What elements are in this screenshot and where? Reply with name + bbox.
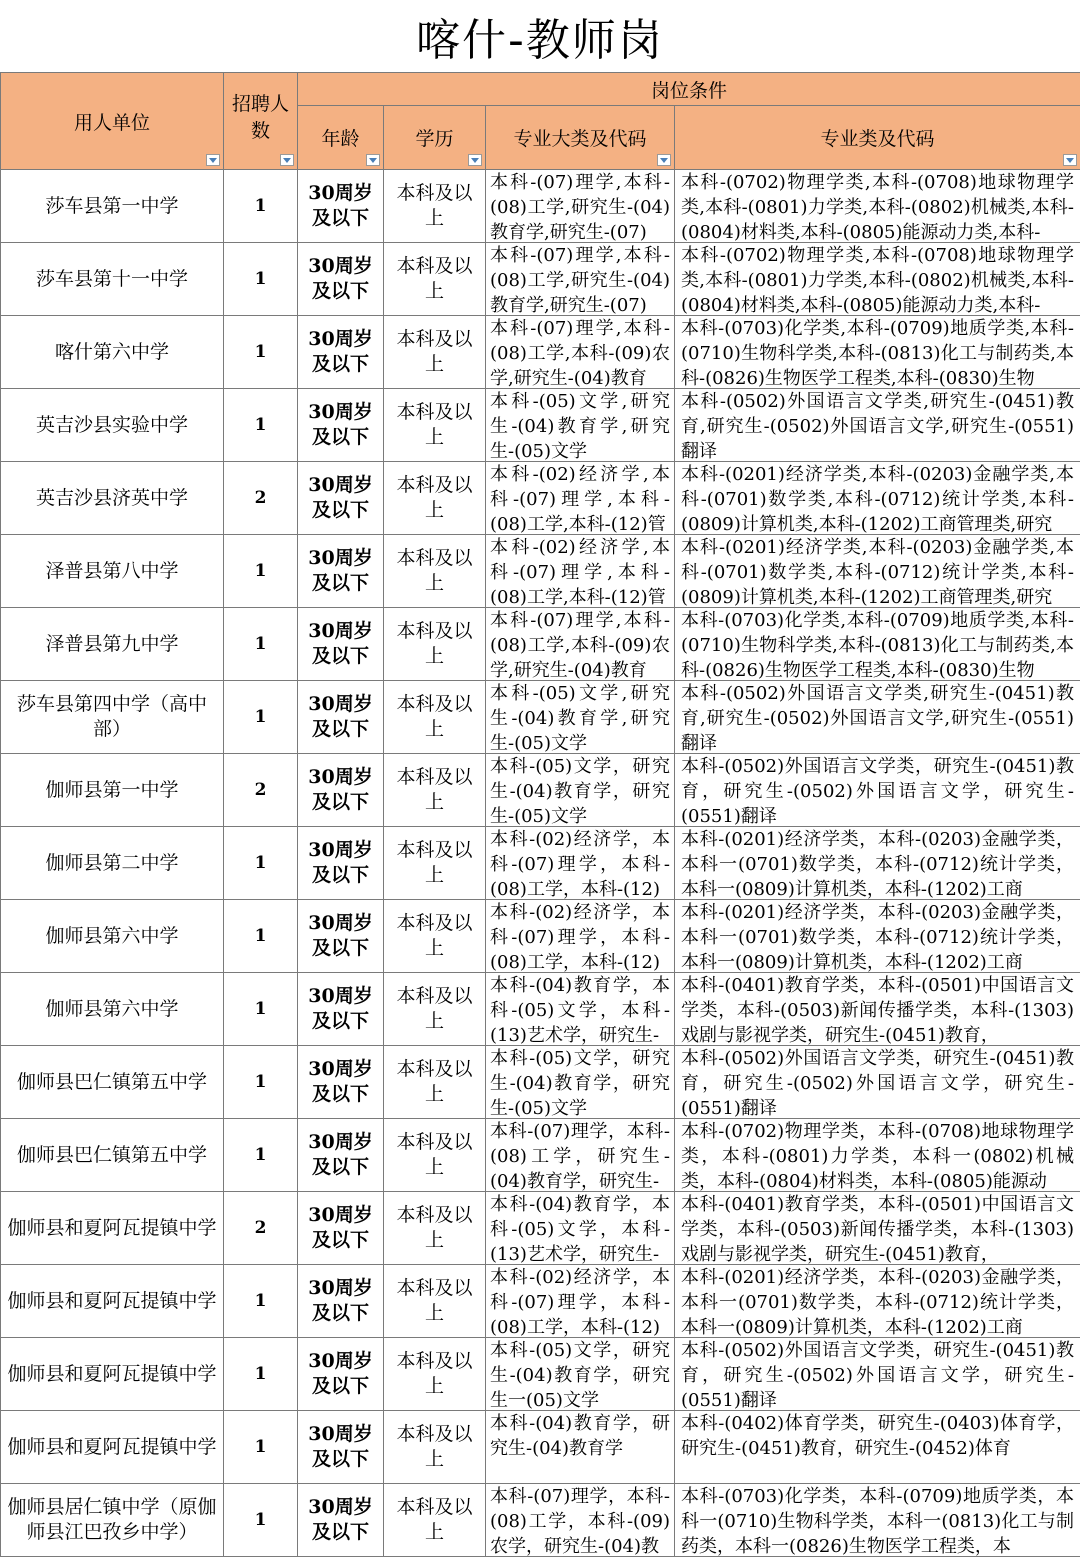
age-cell[interactable] [298, 973, 384, 1046]
age-cell[interactable] [298, 1119, 384, 1192]
age-cell-text: 30周岁及以下 [308, 1204, 373, 1251]
headcount-cell-text: 1 [254, 414, 267, 435]
age-cell[interactable] [298, 389, 384, 462]
headcount-cell[interactable] [224, 681, 298, 754]
age-cell[interactable] [298, 462, 384, 535]
education-cell[interactable] [384, 681, 486, 754]
education-cell-text: 本科及以上 [396, 1277, 473, 1324]
table-row [1, 1411, 1080, 1484]
table-row [1, 1484, 1080, 1557]
employer-cell-text: 伽师县和夏阿瓦提镇中学 [7, 1435, 217, 1458]
education-cell-text: 本科及以上 [396, 328, 473, 375]
employer-cell[interactable] [1, 1119, 224, 1192]
major-class-cell[interactable] [675, 316, 1080, 389]
education-cell[interactable] [384, 973, 486, 1046]
education-cell[interactable] [384, 316, 486, 389]
employer-cell[interactable] [1, 170, 224, 243]
employer-cell-text: 伽师县巴仁镇第五中学 [16, 1143, 207, 1166]
major-class-cell[interactable] [675, 608, 1080, 681]
employer-cell-text: 伽师县第一中学 [45, 778, 179, 801]
age-cell-text: 30周岁及以下 [308, 547, 373, 594]
employer-cell-text: 伽师县居仁镇中学（原伽师县江巴孜乡中学） [7, 1496, 217, 1543]
major-class-cell-text: 本科-(0502)外国语言文学类，研究生-(0451)教育，研究生-(0502)外国语言文学，研究生-(0551)翻译 [681, 1048, 1075, 1118]
headcount-cell-text: 1 [254, 268, 267, 289]
headcount-cell[interactable] [224, 243, 298, 316]
education-cell-text: 本科及以上 [396, 912, 473, 959]
major-class-cell-text: 本科-(0402)体育学类，研究生-(0403)体育学，研究生-(0451)教育，研究生-(0452)体育 [681, 1413, 1075, 1459]
table-row [1, 170, 1080, 243]
age-cell-text: 30周岁及以下 [308, 401, 373, 448]
table-row [1, 754, 1080, 827]
table-row [1, 243, 1080, 316]
employer-cell[interactable] [1, 827, 224, 900]
age-cell-text: 30周岁及以下 [308, 474, 373, 521]
age-cell-text: 30周岁及以下 [308, 182, 373, 229]
education-cell[interactable] [384, 1411, 486, 1484]
headcount-cell-text: 1 [254, 1290, 267, 1311]
employer-cell-text: 英吉沙县济英中学 [35, 486, 188, 509]
age-cell-text: 30周岁及以下 [308, 985, 373, 1032]
recruitment-table [0, 72, 1080, 1557]
major-category-cell-text: 本科-(02)经济学，本科-(07)理学，本科-(08)工学，本科-(12) [490, 902, 670, 972]
education-cell-text: 本科及以上 [396, 766, 473, 813]
major-category-cell[interactable] [486, 1046, 675, 1119]
headcount-cell[interactable] [224, 827, 298, 900]
education-cell[interactable] [384, 1192, 486, 1265]
headcount-cell-text: 2 [254, 487, 267, 508]
filter-dropdown-icon[interactable] [1063, 154, 1077, 166]
age-cell[interactable] [298, 754, 384, 827]
table-row [1, 827, 1080, 900]
filter-dropdown-icon[interactable] [206, 154, 220, 166]
major-category-cell-text: 本科-(05)文学,研究生-(04)教育学,研究生-(05)文学 [490, 391, 670, 461]
table-row [1, 1046, 1080, 1119]
headcount-cell[interactable] [224, 608, 298, 681]
education-cell-text: 本科及以上 [396, 401, 473, 448]
education-cell-text: 本科及以上 [396, 839, 473, 886]
employer-cell-text: 泽普县第八中学 [45, 559, 179, 582]
education-cell[interactable] [384, 827, 486, 900]
employer-cell-text: 泽普县第九中学 [45, 632, 179, 655]
headcount-cell-text: 1 [254, 560, 267, 581]
education-cell[interactable] [384, 1046, 486, 1119]
header-major-category[interactable] [486, 106, 675, 170]
major-class-cell-text: 本科-(0401)教育学类，本科-(0501)中国语言文学类，本科-(0503)新闻传播学类，本科-(1303)戏剧与影视学类，研究生-(0451)教育， [681, 1194, 1075, 1264]
headcount-cell-text: 2 [254, 779, 267, 800]
headcount-cell[interactable] [224, 535, 298, 608]
employer-cell-text: 伽师县第六中学 [45, 997, 179, 1020]
major-class-cell-text: 本科-(0502)外国语言文学类，研究生-(0451)教育，研究生-(0502)外国语言文学，研究生-(0551)翻译 [681, 1340, 1075, 1410]
age-cell-text: 30周岁及以下 [308, 1496, 373, 1543]
major-category-cell[interactable] [486, 900, 675, 973]
headcount-cell[interactable] [224, 1192, 298, 1265]
table-body [1, 170, 1080, 1557]
headcount-cell-text: 1 [254, 998, 267, 1019]
header-unit-label: 用人单位 [73, 111, 150, 134]
employer-cell[interactable] [1, 316, 224, 389]
education-cell[interactable] [384, 754, 486, 827]
headcount-cell[interactable] [224, 1338, 298, 1411]
major-class-cell[interactable] [675, 973, 1080, 1046]
table-row [1, 316, 1080, 389]
headcount-cell[interactable] [224, 1265, 298, 1338]
employer-cell[interactable] [1, 754, 224, 827]
table-row [1, 973, 1080, 1046]
major-category-cell[interactable] [486, 1119, 675, 1192]
employer-cell-text: 喀什第六中学 [54, 340, 169, 363]
major-category-cell[interactable] [486, 316, 675, 389]
age-cell[interactable] [298, 1484, 384, 1557]
major-category-cell[interactable] [486, 535, 675, 608]
major-category-cell-text: 本科-(02)经济学，本科-(07)理学，本科-(08)工学，本科-(12) [490, 829, 670, 899]
employer-cell[interactable] [1, 1046, 224, 1119]
header-education[interactable] [384, 106, 486, 170]
major-class-cell-text: 本科-(0401)教育学类，本科-(0501)中国语言文学类，本科-(0503)新闻传播学类，本科-(1303)戏剧与影视学类，研究生-(0451)教育， [681, 975, 1075, 1045]
major-category-cell[interactable] [486, 754, 675, 827]
headcount-cell[interactable] [224, 754, 298, 827]
employer-cell[interactable] [1, 900, 224, 973]
major-category-cell-text: 本科-(05)文学，研究生-(04)教育学，研究生一(05)文学 [490, 1340, 670, 1410]
major-category-cell-text: 本科-(07)理学,本科-(08)工学,研究生-(04)教育学,研究生-(07) [490, 172, 670, 242]
headcount-cell[interactable] [224, 973, 298, 1046]
filter-dropdown-icon[interactable] [280, 154, 294, 166]
filter-dropdown-icon[interactable] [468, 154, 482, 166]
major-class-cell[interactable] [675, 681, 1080, 754]
age-cell[interactable] [298, 608, 384, 681]
major-category-cell-text: 本科-(07)理学，本科-(08)工学，本科-(09)农学，研究生-(04)教 [490, 1486, 670, 1556]
major-category-cell[interactable] [486, 1338, 675, 1411]
education-cell[interactable] [384, 462, 486, 535]
education-cell-text: 本科及以上 [396, 620, 473, 667]
employer-cell[interactable] [1, 1192, 224, 1265]
employer-cell[interactable] [1, 462, 224, 535]
table-row [1, 535, 1080, 608]
header-count[interactable] [224, 73, 298, 170]
major-class-cell[interactable] [675, 535, 1080, 608]
education-cell[interactable] [384, 1119, 486, 1192]
headcount-cell-text: 1 [254, 1363, 267, 1384]
employer-cell-text: 莎车县第四中学（高中部） [16, 693, 207, 740]
headcount-cell-text: 1 [254, 706, 267, 727]
age-cell-text: 30周岁及以下 [308, 1277, 373, 1324]
major-class-cell-text: 本科-(0703)化学类,本科-(0709)地质学类,本科-(0710)生物科学类,本科-(0813)化工与制药类,本科-(0826)生物医学工程类,本科-(0830)生物 [681, 318, 1075, 388]
major-class-cell[interactable] [675, 754, 1080, 827]
major-class-cell-text: 本科-(0502)外国语言文学类，研究生-(0451)教育，研究生-(0502)外国语言文学，研究生-(0551)翻译 [681, 756, 1075, 826]
headcount-cell-text: 2 [254, 1217, 267, 1238]
headcount-cell[interactable] [224, 1046, 298, 1119]
major-category-cell[interactable] [486, 243, 675, 316]
age-cell-text: 30周岁及以下 [308, 1058, 373, 1105]
major-class-cell[interactable] [675, 170, 1080, 243]
major-category-cell[interactable] [486, 389, 675, 462]
major-category-cell-text: 本科-(02)经济学，本科-(07)理学，本科-(08)工学，本科-(12) [490, 1267, 670, 1337]
header-conditions: 岗位条件 [298, 73, 1080, 106]
employer-cell-text: 伽师县和夏阿瓦提镇中学 [7, 1362, 217, 1385]
headcount-cell[interactable] [224, 1411, 298, 1484]
age-cell[interactable] [298, 1192, 384, 1265]
table-row [1, 462, 1080, 535]
education-cell[interactable] [384, 1265, 486, 1338]
table-row [1, 900, 1080, 973]
headcount-cell-text: 1 [254, 1509, 267, 1530]
table-row [1, 681, 1080, 754]
headcount-cell-text: 1 [254, 925, 267, 946]
education-cell[interactable] [384, 170, 486, 243]
employer-cell[interactable] [1, 1484, 224, 1557]
header-major-class-label: 专业类及代码 [820, 128, 935, 150]
filter-dropdown-icon[interactable] [657, 154, 671, 166]
major-category-cell-text: 本科-(04)教育学，本科-(05)文学，本科-(13)艺术学，研究生- [490, 1194, 670, 1264]
education-cell-text: 本科及以上 [396, 1131, 473, 1178]
major-class-cell-text: 本科-(0201)经济学类，本科-(0203)金融学类，本科一(0701)数学类，本科-(0712)统计学类，本科一(0809)计算机类，本科-(1202)工商 [681, 829, 1075, 899]
headcount-cell[interactable] [224, 1119, 298, 1192]
major-category-cell[interactable] [486, 1265, 675, 1338]
employer-cell[interactable] [1, 1338, 224, 1411]
headcount-cell-text: 1 [254, 195, 267, 216]
major-category-cell-text: 本科-(07)理学,本科-(08)工学,本科-(09)农学,研究生-(04)教育 [490, 610, 670, 680]
education-cell-text: 本科及以上 [396, 1204, 473, 1251]
major-class-cell-text: 本科-(0502)外国语言文学类,研究生-(0451)教育,研究生-(0502)外国语言文学,研究生-(0551)翻译 [681, 391, 1075, 461]
header-count-label: 招聘人数 [231, 93, 289, 142]
major-category-cell-text: 本科-(07)理学，本科-(08)工学，研究生-(04)教育学，研究生- [490, 1121, 670, 1191]
filter-dropdown-icon[interactable] [366, 154, 380, 166]
headcount-cell[interactable] [224, 389, 298, 462]
headcount-cell[interactable] [224, 900, 298, 973]
headcount-cell[interactable] [224, 1484, 298, 1557]
major-class-cell-text: 本科-(0702)物理学类,本科-(0708)地球物理学类,本科-(0801)力学类,本科-(0802)机械类,本科-(0804)材料类,本科-(0805)能源动力类,本科- [681, 245, 1075, 315]
headcount-cell-text: 1 [254, 852, 267, 873]
education-cell-text: 本科及以上 [396, 1423, 473, 1470]
table-row [1, 1338, 1080, 1411]
major-category-cell-text: 本科-(04)教育学，研究生-(04)教育学 [490, 1413, 670, 1459]
age-cell[interactable] [298, 243, 384, 316]
major-class-cell[interactable] [675, 243, 1080, 316]
age-cell-text: 30周岁及以下 [308, 255, 373, 302]
major-category-cell[interactable] [486, 1484, 675, 1557]
employer-cell-text: 伽师县巴仁镇第五中学 [16, 1070, 207, 1093]
age-cell-text: 30周岁及以下 [308, 766, 373, 813]
major-category-cell-text: 本科-(04)教育学，本科-(05)文学，本科-(13)艺术学，研究生- [490, 975, 670, 1045]
headcount-cell-text: 1 [254, 633, 267, 654]
major-class-cell-text: 本科-(0201)经济学类，本科-(0203)金融学类，本科一(0701)数学类，本科-(0712)统计学类，本科一(0809)计算机类，本科-(1202)工商 [681, 1267, 1075, 1337]
age-cell[interactable] [298, 1411, 384, 1484]
employer-cell[interactable] [1, 1265, 224, 1338]
major-class-cell[interactable] [675, 389, 1080, 462]
major-class-cell-text: 本科-(0502)外国语言文学类,研究生-(0451)教育,研究生-(0502)外国语言文学,研究生-(0551)翻译 [681, 683, 1075, 753]
employer-cell-text: 英吉沙县实验中学 [35, 413, 188, 436]
education-cell-text: 本科及以上 [396, 547, 473, 594]
education-cell-text: 本科及以上 [396, 1496, 473, 1543]
employer-cell-text: 伽师县和夏阿瓦提镇中学 [7, 1289, 217, 1312]
education-cell[interactable] [384, 900, 486, 973]
headcount-cell-text: 1 [254, 1144, 267, 1165]
major-category-cell[interactable] [486, 681, 675, 754]
headcount-cell[interactable] [224, 462, 298, 535]
age-cell[interactable] [298, 900, 384, 973]
age-cell[interactable] [298, 1338, 384, 1411]
major-class-cell-text: 本科-(0201)经济学类，本科-(0203)金融学类，本科一(0701)数学类，本科-(0712)统计学类，本科一(0809)计算机类，本科-(1202)工商 [681, 902, 1075, 972]
employer-cell-text: 莎车县第十一中学 [35, 267, 188, 290]
age-cell-text: 30周岁及以下 [308, 912, 373, 959]
education-cell[interactable] [384, 243, 486, 316]
table-row [1, 1192, 1080, 1265]
major-class-cell[interactable] [675, 1192, 1080, 1265]
major-category-cell[interactable] [486, 1411, 675, 1484]
employer-cell[interactable] [1, 973, 224, 1046]
age-cell[interactable] [298, 316, 384, 389]
education-cell-text: 本科及以上 [396, 255, 473, 302]
major-class-cell-text: 本科-(0702)物理学类，本科-(0708)地球物理学类，本科-(0801)力学类，本科一(0802)机械类，本科-(0804)材料类，本科-(0805)能源动 [681, 1121, 1075, 1191]
major-category-cell[interactable] [486, 462, 675, 535]
header-age[interactable] [298, 106, 384, 170]
education-cell[interactable] [384, 535, 486, 608]
major-category-cell[interactable] [486, 608, 675, 681]
major-class-cell-text: 本科-(0703)化学类,本科-(0709)地质学类,本科-(0710)生物科学类,本科-(0813)化工与制药类,本科-(0826)生物医学工程类,本科-(0830)生物 [681, 610, 1075, 680]
table-row [1, 389, 1080, 462]
employer-cell[interactable] [1, 535, 224, 608]
major-class-cell[interactable] [675, 900, 1080, 973]
major-category-cell[interactable] [486, 827, 675, 900]
major-category-cell-text: 本科-(02)经济学,本科-(07)理学,本科-(08)工学,本科-(12)管 [490, 537, 670, 607]
page-title: 喀什-教师岗 [416, 15, 664, 66]
education-cell[interactable] [384, 608, 486, 681]
age-cell[interactable] [298, 681, 384, 754]
education-cell-text: 本科及以上 [396, 1058, 473, 1105]
age-cell[interactable] [298, 535, 384, 608]
major-class-cell[interactable] [675, 827, 1080, 900]
age-cell-text: 30周岁及以下 [308, 839, 373, 886]
education-cell[interactable] [384, 1484, 486, 1557]
header-major-class[interactable] [675, 106, 1080, 170]
education-cell[interactable] [384, 1338, 486, 1411]
education-cell-text: 本科及以上 [396, 693, 473, 740]
employer-cell-text: 伽师县和夏阿瓦提镇中学 [7, 1216, 217, 1239]
employer-cell-text: 伽师县第六中学 [45, 924, 179, 947]
header-education-label: 学历 [415, 128, 454, 150]
headcount-cell-text: 1 [254, 1436, 267, 1457]
age-cell[interactable] [298, 1046, 384, 1119]
major-class-cell-text: 本科-(0702)物理学类,本科-(0708)地球物理学类,本科-(0801)力学类,本科-(0802)机械类,本科-(0804)材料类,本科-(0805)能源动力类,本科- [681, 172, 1075, 242]
age-cell[interactable] [298, 1265, 384, 1338]
major-category-cell[interactable] [486, 170, 675, 243]
age-cell[interactable] [298, 170, 384, 243]
education-cell-text: 本科及以上 [396, 474, 473, 521]
major-class-cell[interactable] [675, 1046, 1080, 1119]
education-cell-text: 本科及以上 [396, 1350, 473, 1397]
header-major-category-label: 专业大类及代码 [513, 128, 647, 150]
major-class-cell-text: 本科-(0201)经济学类,本科-(0203)金融学类,本科-(0701)数学类,本科-(0712)统计学类,本科-(0809)计算机类,本科-(1202)工商管理类,研究 [681, 537, 1075, 607]
major-category-cell[interactable] [486, 1192, 675, 1265]
major-category-cell-text: 本科-(05)文学,研究生-(04)教育学,研究生-(05)文学 [490, 683, 670, 753]
header-unit[interactable] [1, 73, 224, 170]
table-row [1, 1119, 1080, 1192]
major-class-cell[interactable] [675, 1484, 1080, 1557]
major-class-cell[interactable] [675, 1411, 1080, 1484]
major-class-cell[interactable] [675, 1338, 1080, 1411]
major-class-cell[interactable] [675, 1265, 1080, 1338]
employer-cell-text: 莎车县第一中学 [45, 194, 179, 217]
employer-cell[interactable] [1, 608, 224, 681]
table-row [1, 1265, 1080, 1338]
age-cell-text: 30周岁及以下 [308, 328, 373, 375]
major-class-cell[interactable] [675, 462, 1080, 535]
education-cell[interactable] [384, 389, 486, 462]
age-cell-text: 30周岁及以下 [308, 1131, 373, 1178]
age-cell-text: 30周岁及以下 [308, 620, 373, 667]
major-class-cell-text: 本科-(0201)经济学类,本科-(0203)金融学类,本科-(0701)数学类,本科-(0712)统计学类,本科-(0809)计算机类,本科-(1202)工商管理类,研究 [681, 464, 1075, 534]
headcount-cell[interactable] [224, 316, 298, 389]
major-class-cell-text: 本科-(0703)化学类，本科-(0709)地质学类，本科一(0710)生物科学类，本科一(0813)化工与制药类，本科一(0826)生物医学工程类，本 [681, 1486, 1075, 1556]
education-cell-text: 本科及以上 [396, 985, 473, 1032]
employer-cell[interactable] [1, 389, 224, 462]
major-category-cell-text: 本科-(05)文学，研究生-(04)教育学，研究生-(05)文学 [490, 756, 670, 826]
employer-cell[interactable] [1, 243, 224, 316]
headcount-cell-text: 1 [254, 1071, 267, 1092]
headcount-cell-text: 1 [254, 341, 267, 362]
headcount-cell[interactable] [224, 170, 298, 243]
age-cell-text: 30周岁及以下 [308, 1423, 373, 1470]
table-row [1, 608, 1080, 681]
employer-cell[interactable] [1, 1411, 224, 1484]
header-age-label: 年龄 [321, 128, 360, 150]
employer-cell[interactable] [1, 681, 224, 754]
major-category-cell-text: 本科-(05)文学，研究生-(04)教育学，研究生-(05)文学 [490, 1048, 670, 1118]
major-category-cell-text: 本科-(07)理学,本科-(08)工学,本科-(09)农学,研究生-(04)教育 [490, 318, 670, 388]
major-category-cell-text: 本科-(07)理学,本科-(08)工学,研究生-(04)教育学,研究生-(07) [490, 245, 670, 315]
employer-cell-text: 伽师县第二中学 [45, 851, 179, 874]
education-cell-text: 本科及以上 [396, 182, 473, 229]
age-cell[interactable] [298, 827, 384, 900]
major-class-cell[interactable] [675, 1119, 1080, 1192]
age-cell-text: 30周岁及以下 [308, 1350, 373, 1397]
age-cell-text: 30周岁及以下 [308, 693, 373, 740]
major-category-cell-text: 本科-(02)经济学,本科-(07)理学,本科-(08)工学,本科-(12)管 [490, 464, 670, 534]
major-category-cell[interactable] [486, 973, 675, 1046]
